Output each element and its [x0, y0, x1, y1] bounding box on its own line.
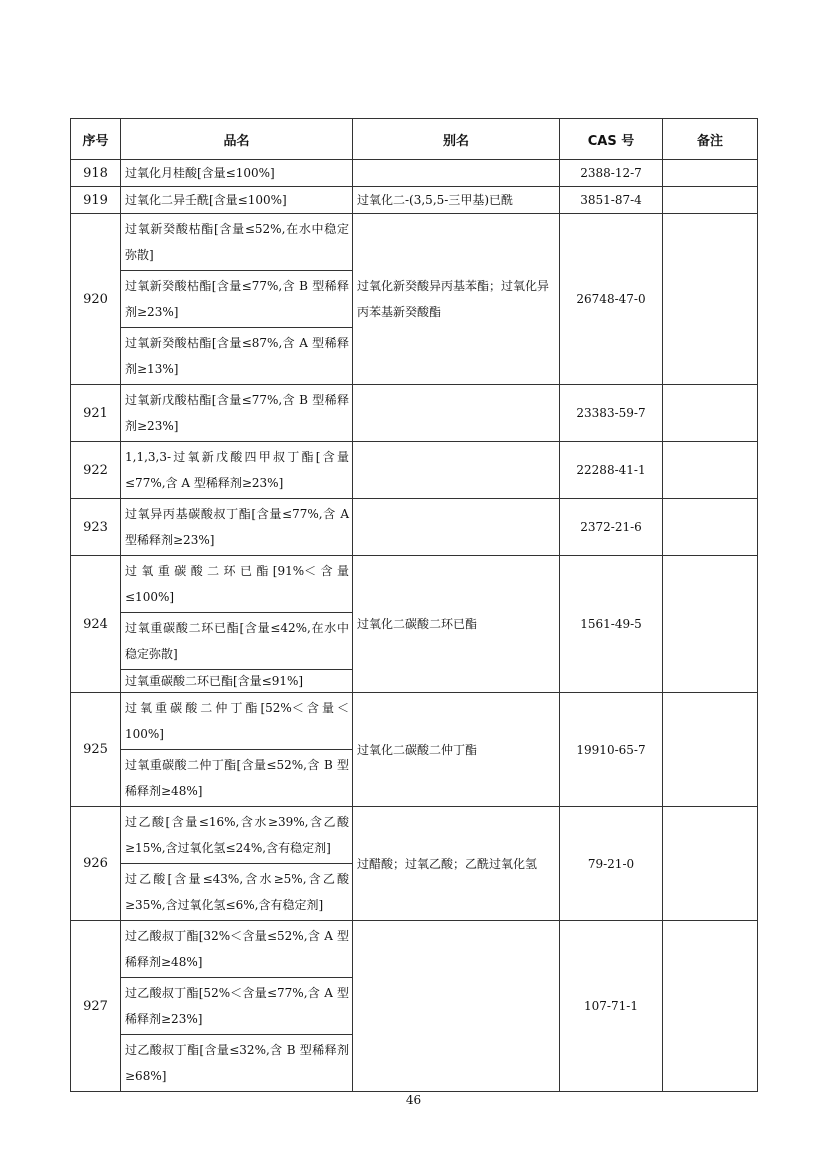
table-row — [71, 160, 758, 187]
seq-cell: 921 — [71, 385, 121, 442]
table-row — [71, 187, 758, 214]
name-cell: 过氧新癸酸枯酯[含量≤77%,含 B 型稀释剂≥23%] — [121, 271, 353, 328]
header-note: 备注 — [663, 119, 758, 160]
alias-cell — [353, 385, 560, 442]
header-name: 品名 — [121, 119, 353, 160]
chemical-table — [70, 118, 758, 1092]
table-row — [71, 556, 758, 613]
seq-cell: 920 — [71, 214, 121, 385]
name-cell: 过氧化二异壬酰[含量≤100%] — [121, 187, 353, 214]
seq-cell: 919 — [71, 187, 121, 214]
name-cell: 过乙酸叔丁酯[52%＜含量≤77%,含 A 型稀释剂≥23%] — [121, 978, 353, 1035]
table-row — [71, 499, 758, 556]
cas-cell: 19910-65-7 — [560, 693, 663, 807]
seq-cell: 924 — [71, 556, 121, 693]
seq-cell: 922 — [71, 442, 121, 499]
name-cell: 过乙酸[含量≤16%,含水≥39%,含乙酸≥15%,含过氧化氢≤24%,含有稳定剂] — [121, 807, 353, 864]
note-cell — [663, 556, 758, 693]
name-cell: 过乙酸叔丁酯[32%＜含量≤52%,含 A 型稀释剂≥48%] — [121, 921, 353, 978]
seq-cell: 923 — [71, 499, 121, 556]
table-row — [71, 442, 758, 499]
alias-cell: 过醋酸；过氧乙酸；乙酰过氧化氢 — [353, 807, 560, 921]
header-cas: CAS 号 — [560, 119, 663, 160]
cas-cell: 23383-59-7 — [560, 385, 663, 442]
name-cell: 过乙酸[含量≤43%,含水≥5%,含乙酸≥35%,含过氧化氢≤6%,含有稳定剂] — [121, 864, 353, 921]
table-row — [71, 921, 758, 978]
name-cell: 过氧化月桂酸[含量≤100%] — [121, 160, 353, 187]
name-cell: 过氧新戊酸枯酯[含量≤77%,含 B 型稀释剂≥23%] — [121, 385, 353, 442]
table-row — [71, 807, 758, 864]
seq-cell: 927 — [71, 921, 121, 1092]
note-cell — [663, 214, 758, 385]
table-row — [71, 214, 758, 271]
name-cell: 过氧重碳酸二环已酯[91%＜含量≤100%] — [121, 556, 353, 613]
name-cell: 过氧重碳酸二仲丁酯[52%＜含量＜100%] — [121, 693, 353, 750]
name-cell: 过氧新癸酸枯酯[含量≤52%,在水中稳定弥散] — [121, 214, 353, 271]
name-cell: 1,1,3,3-过氧新戊酸四甲叔丁酯[含量≤77%,含 A 型稀释剂≥23%] — [121, 442, 353, 499]
alias-cell: 过氧化二碳酸二环已酯 — [353, 556, 560, 693]
page-number: 46 — [405, 1093, 422, 1107]
note-cell — [663, 160, 758, 187]
alias-cell: 过氧化二-(3,5,5-三甲基)已酰 — [353, 187, 560, 214]
alias-cell — [353, 442, 560, 499]
alias-cell — [353, 160, 560, 187]
header-alias: 别名 — [353, 119, 560, 160]
note-cell — [663, 187, 758, 214]
name-cell: 过氧异丙基碳酸叔丁酯[含量≤77%,含 A 型稀释剂≥23%] — [121, 499, 353, 556]
seq-cell: 926 — [71, 807, 121, 921]
note-cell — [663, 807, 758, 921]
cas-cell: 2372-21-6 — [560, 499, 663, 556]
alias-cell — [353, 499, 560, 556]
cas-cell: 107-71-1 — [560, 921, 663, 1092]
name-cell: 过乙酸叔丁酯[含量≤32%,含 B 型稀释剂≥68%] — [121, 1035, 353, 1092]
header-seq: 序号 — [71, 119, 121, 160]
note-cell — [663, 385, 758, 442]
table-row — [71, 693, 758, 750]
cas-cell: 2388-12-7 — [560, 160, 663, 187]
alias-cell: 过氧化新癸酸异丙基苯酯；过氧化异丙苯基新癸酸酯 — [353, 214, 560, 385]
cas-cell: 22288-41-1 — [560, 442, 663, 499]
cas-cell: 26748-47-0 — [560, 214, 663, 385]
seq-cell: 918 — [71, 160, 121, 187]
seq-cell: 925 — [71, 693, 121, 807]
note-cell — [663, 499, 758, 556]
alias-cell — [353, 921, 560, 1092]
table-header-row — [71, 119, 758, 160]
note-cell — [663, 442, 758, 499]
cas-cell: 79-21-0 — [560, 807, 663, 921]
cas-cell: 3851-87-4 — [560, 187, 663, 214]
name-cell: 过氧重碳酸二环已酯[含量≤42%,在水中稳定弥散] — [121, 613, 353, 670]
cas-cell: 1561-49-5 — [560, 556, 663, 693]
name-cell: 过氧新癸酸枯酯[含量≤87%,含 A 型稀释剂≥13%] — [121, 328, 353, 385]
alias-cell: 过氧化二碳酸二仲丁酯 — [353, 693, 560, 807]
table-row — [71, 385, 758, 442]
note-cell — [663, 921, 758, 1092]
note-cell — [663, 693, 758, 807]
name-cell: 过氧重碳酸二仲丁酯[含量≤52%,含 B 型稀释剂≥48%] — [121, 750, 353, 807]
name-cell: 过氧重碳酸二环已酯[含量≤91%] — [121, 670, 353, 693]
